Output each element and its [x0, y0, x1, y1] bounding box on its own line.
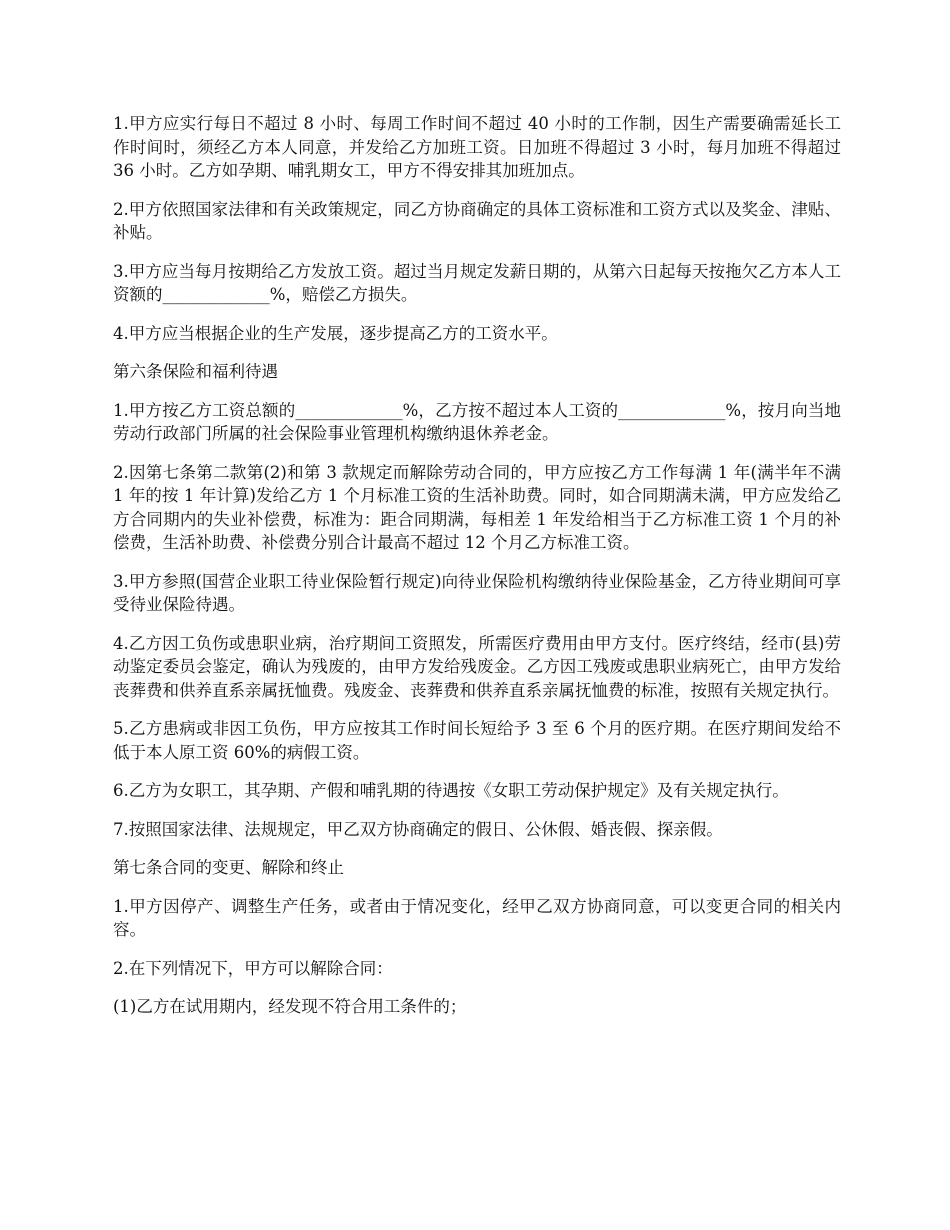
clause-termination-intro: 2.在下列情况下，甲方可以解除合同：	[113, 958, 393, 978]
clause-living-subsidy: 2.因第七条第二款第(2)和第 3 款规定而解除劳动合同的，甲方应按乙方工作每满 1 年(满半年不满 1 年的按 1 年计算)发给乙方 1 个月标准工资的生活补助费。同时，如合同期满未满，甲方应发给乙方合同期内的失业补偿费，标准为：距合同期满，每相差 1 年发给相当于乙方标准工资 1 个月的补偿费，生活补助费、补偿费分别合计最高不超过 12 个月乙方标准工资。	[113, 462, 841, 552]
clause-wage-increase: 4.甲方应当根据企业的生产发展，逐步提高乙方的工资水平。	[113, 323, 558, 343]
article-six-heading: 第六条保险和福利待遇	[113, 362, 278, 381]
clause-wage-standard: 2.甲方依照国家法律和有关政策规定，同乙方协商确定的具体工资标准和工资方式以及奖金、津贴、补贴。	[113, 199, 841, 242]
clause-contract-change: 1.甲方因停产、调整生产任务，或者由于情况变化，经甲乙双方协商同意，可以变更合同的相关内容。	[113, 896, 841, 939]
clause-female-worker: 6.乙方为女职工，其孕期、产假和哺乳期的待遇按《女职工劳动保护规定》及有关规定执行。	[113, 781, 789, 800]
clause-work-injury: 4.乙方因工负伤或患职业病，治疗期间工资照发，所需医疗费用由甲方支付。医疗终结，经市(县)劳动鉴定委员会鉴定，确认为残废的，由甲方发给残废金。乙方因工残废或患职业病死亡，由甲方发给丧葬费和供养直系亲属抚恤费。残废金、丧葬费和供养直系亲属抚恤费的标准，按照有关规定执行。	[113, 633, 841, 700]
clause-overtime: 1.甲方应实行每日不超过 8 小时、每周工作时间不超过 40 小时的工作制，因生产需要确需延长工作时间时，须经乙方本人同意，并发给乙方加班工资。日加班不得超过 3 小时，每月加班不得超过 36 小时。乙方如孕期、哺乳期女工，甲方不得安排其加班加点。	[113, 114, 841, 180]
clause-unemployment-insurance: 3.甲方参照(国营企业职工待业保险暂行规定)向待业保险机构缴纳待业保险基金，乙方待业期间可享受待业保险待遇。	[113, 571, 841, 614]
clause-pension: 1.甲方按乙方工资总额的_____________%，乙方按不超过本人工资的_____________%，按月向当地劳动行政部门所属的社会保险事业管理机构缴纳退休养老金。	[113, 400, 841, 443]
clause-holidays: 7.按照国家法律、法规规定，甲乙双方协商确定的假日、公休假、婚丧假、探亲假。	[113, 819, 723, 839]
document-body	[113, 112, 841, 1034]
clause-medical-period: 5.乙方患病或非因工负伤，甲方应按其工作时间长短给予 3 至 6 个月的医疗期。在医疗期间发给不低于本人原工资 60%的病假工资。	[113, 719, 841, 762]
clause-wage-payment: 3.甲方应当每月按期给乙方发放工资。超过当月规定发薪日期的，从第六日起每天按拖欠乙方本人工资额的_____________%，赔偿乙方损失。	[113, 261, 841, 304]
article-seven-heading: 第七条合同的变更、解除和终止	[113, 858, 344, 877]
clause-termination-item-1: (1)乙方在试用期内，经发现不符合用工条件的；	[113, 997, 467, 1016]
